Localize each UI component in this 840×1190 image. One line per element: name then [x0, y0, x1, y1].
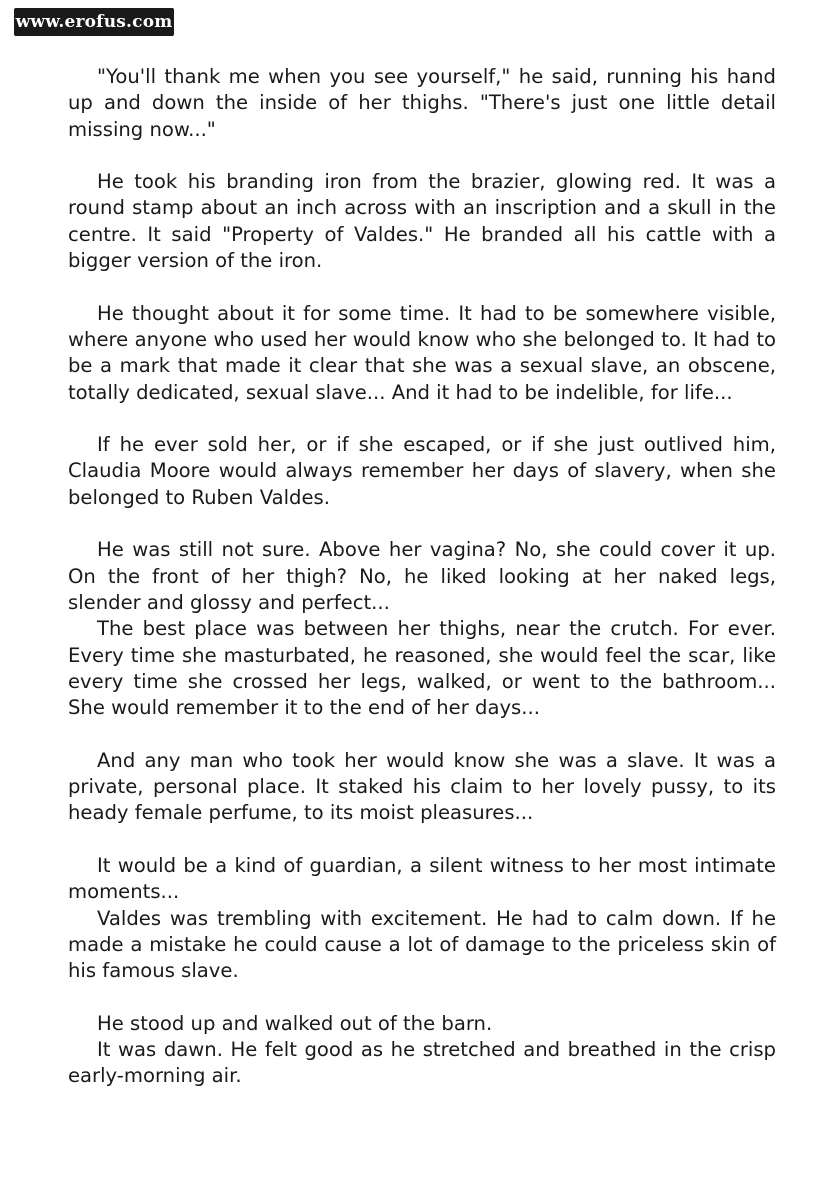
paragraph: It would be a kind of guardian, a silent witness to her most intimate moments... — [68, 853, 776, 904]
paragraph: He stood up and walked out of the barn. — [97, 1011, 493, 1035]
paragraph: He thought about it for some time. It had to be somewhere visible, where anyone who used her would know who she belonged to. It had to be a mark that made it clear that she was a sexual slave, an obscene, totally dedicated, sexual slave... And it had to be indelible, for life... — [68, 301, 776, 404]
paragraph: He took his branding iron from the brazier, glowing red. It was a round stamp about an inch across with an inscription and a skull in the centre. It said "Property of Valdes." He branded all his cattle with a bigger version of the iron. — [68, 170, 776, 273]
site-watermark — [14, 8, 174, 36]
paragraph-spacer — [68, 274, 776, 300]
paragraph-spacer — [68, 827, 776, 853]
paragraph: Valdes was trembling with excitement. He had to calm down. If he made a mistake he could cause a lot of damage to the priceless skin of his famous slave. — [68, 906, 776, 983]
paragraph-spacer — [68, 406, 776, 432]
watermark-text: www.erofus.com — [15, 12, 173, 32]
document-body — [68, 64, 776, 1090]
paragraph-spacer — [68, 721, 776, 747]
paragraph: It was dawn. He felt good as he stretched and breathed in the crisp early-morning air. — [68, 1037, 776, 1088]
paragraph-spacer — [68, 511, 776, 537]
paragraph-spacer — [68, 984, 776, 1010]
paragraph: And any man who took her would know she was a slave. It was a private, personal place. It staked his claim to her lovely pussy, to its heady female perfume, to its moist pleasures... — [68, 748, 776, 825]
paragraph-spacer — [68, 143, 776, 169]
paragraph: He was still not sure. Above her vagina? No, she could cover it up. On the front of her thigh? No, he liked looking at her naked legs, slender and glossy and perfect... — [68, 538, 776, 614]
paragraph: "You'll thank me when you see yourself," he said, running his hand up and down the inside of her thighs. "There's just one little detail missing now..." — [68, 65, 776, 141]
paragraph: The best place was between her thighs, near the crutch. For ever. Every time she masturbated, he reasoned, she would feel the scar, like every time she crossed her legs, walked, or went to the bathroom... She would remember it to the end of her days... — [68, 617, 776, 720]
paragraph: If he ever sold her, or if she escaped, or if she just outlived him, Claudia Moore would always remember her days of slavery, when she belonged to Ruben Valdes. — [68, 433, 776, 509]
